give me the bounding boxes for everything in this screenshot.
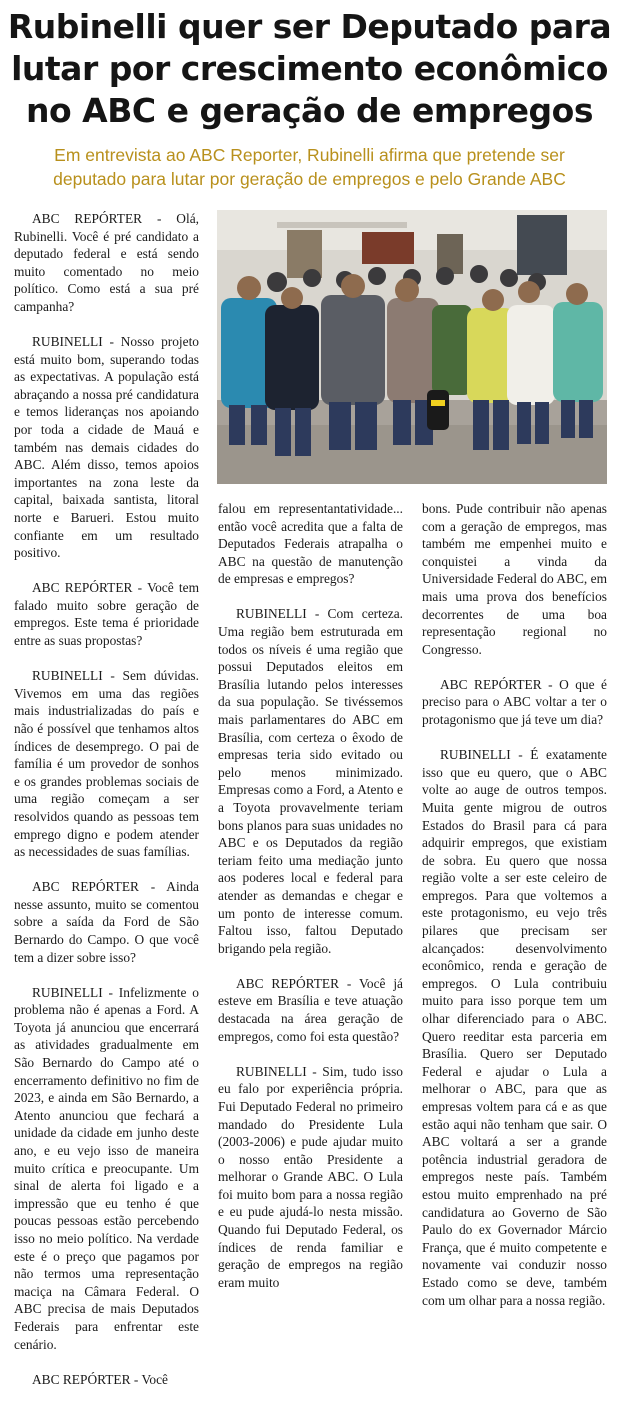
article-paragraph: bons. Pude contribuir não apenas com a geração de empregos, mas também me empenhei muito e conquistei a vinda da Universidade Federal do ABC, em mais uma prova dos benefícios decorrentes de uma boa representação regional no Congresso.	[422, 501, 607, 657]
group-photo-illustration	[217, 210, 607, 484]
group-photo	[217, 210, 607, 484]
article-column-1	[14, 210, 199, 1406]
subheadline	[0, 143, 619, 191]
article-paragraph: RUBINELLI - Nosso projeto está muito bom, superando todas as expectativas. A população está abraçando a nossa pré candidatura e temos lideranças nos apoiando por toda a cidade de Mauá e também nas demais cidades do ABC. Além disso, temos apoios importantes na zona leste da capital, baixada santista, litoral norte e Barueri. Estou muito confiante em um resultado positivo.	[14, 334, 199, 561]
article-paragraph: RUBINELLI - É exatamente isso que eu quero, que o ABC volte ao auge de outros tempos. Muita gente migrou de outros Estados do Brasil para cá para adquirir empregos, que existiam de sobra. Eu quero que nossa região volte a ser este celeiro de empregos. Para que voltemos a este protagonismo, eu vejo três pilares que precisam ser alcançados: desenvolvimento econômico, renda e geração de empregos. O Lula contribuiu muito para isso porque tem um olhar diferenciado para o ABC. Quero reeditar esta parceria em Brasília. Quero ser Deputado Federal e ajudar o Lula a melhorar o ABC, para que as empresas voltem para cá e as que estão aqui não tenham que sair. O ABC voltará a ser a grande potência industrial geradora de empregos neste país. Também estou muito emprenhado na pré candidatura ao Governo de São Paulo do ex Governador Márcio França, que é muito competente e novamente vai conduzir nosso Estado como se deve, também com um olhar para a nossa região.	[422, 747, 607, 1308]
article-column-3	[422, 500, 607, 1327]
subheadline-line: deputado para lutar por geração de empregos e pelo Grande ABC	[53, 169, 566, 189]
article-paragraph: RUBINELLI - Infelizmente o problema não é apenas a Ford. A Toyota já anunciou que encerrará as atividades gradualmente em São Bernardo do Campo até o encerramento definitivo no fim de 2023, e ainda em São Bernardo, a Atento anunciou que fechará a unidade da cidade em junho deste ano, e eu vejo isso de maneira muito crítica e preocupante. Um sinal de alerta foi ligado e a impressão que eu tenho é que poucas pessoas estão percebendo isso no meio político. Na verdade este é o preço que pagamos por não termos uma representação maciça na Câmara Federal. O ABC precisa de mais Deputados Federais para enfrentar este cenário.	[14, 984, 199, 1352]
headline-line: no ABC e geração de empregos	[26, 91, 593, 130]
article-paragraph: ABC REPÓRTER - Você já esteve em Brasília e teve atuação destacada na área geração de empregos, como foi esta questão?	[218, 975, 403, 1044]
article-paragraph: ABC REPÓRTER - Ainda nesse assunto, muito se comentou sobre a saída da Ford de São Bernardo do Campo. O que você tem a dizer sobre isso?	[14, 879, 199, 965]
article-column-2	[218, 500, 403, 1309]
article-paragraph: falou em representantatividade... então você acredita que a falta de Deputados Federais atrapalha o ABC na questão de manutenção de empresas e empregos?	[218, 501, 403, 587]
article-paragraph: RUBINELLI - Sim, tudo isso eu falo por experiência própria. Fui Deputado Federal no primeiro mandado do Presidente Lula (2003-2006) e pude ajudar muito o nosso então Presidente a melhorar o Grande ABC. O Lula foi muito bom para a nossa região e eu pude ajudá-lo nesta missão. Quando fui Deputado Federal, os índices de renda familiar e geração de empregos na região eram muito	[218, 1063, 403, 1290]
subheadline-line: Em entrevista ao ABC Reporter, Rubinelli afirma que pretende ser	[54, 145, 565, 165]
article-paragraph: ABC REPÓRTER - Você	[32, 1371, 168, 1387]
article-paragraph: RUBINELLI - Sem dúvidas. Vivemos em uma das regiões mais industrializadas do país e não é possível que tenhamos altos índices de desemprego. O pai de família é um provedor de sonhos e os grandes problemas sociais de uma região começam a ser resolvidos quando as pessoas tem emprego digno e podem atender as necessidades de suas famílias.	[14, 668, 199, 860]
article-paragraph: ABC REPÓRTER - Olá, Rubinelli. Você é pré candidato a deputado federal e está sendo muito comentado no meio político. Como está a sua pré campanha?	[14, 211, 199, 314]
headline	[0, 6, 619, 132]
article-paragraph: ABC REPÓRTER - Você tem falado muito sobre geração de empregos. Este tema é prioridade entre as suas propostas?	[14, 580, 199, 649]
article-paragraph: RUBINELLI - Com certeza. Uma região bem estruturada em todos os níveis é uma região que possui Deputados eleitos em Brasília lutando pelos interesses da sua população. Se tivéssemos mais parlamentares do ABC em Brasília, com certeza o êxodo de empresas teria sido evitado ou pelo menos minimizado. Empresas como a Ford, a Atento e a Toyota provavelmente teriam bons planos para suas unidades no ABC e os Deputados da região teriam feito uma mediação junto aos poderes local e federal para atender as demandas e chegar e um ponto de interesse comum. Faltou isso, faltou Deputado brigando pela região.	[218, 606, 403, 956]
headline-line: Rubinelli quer ser Deputado para	[7, 7, 612, 46]
headline-line: lutar por crescimento econômico	[11, 49, 608, 88]
article-paragraph: ABC REPÓRTER - O que é preciso para o ABC voltar a ter o protagonismo que já teve um dia?	[422, 676, 607, 728]
